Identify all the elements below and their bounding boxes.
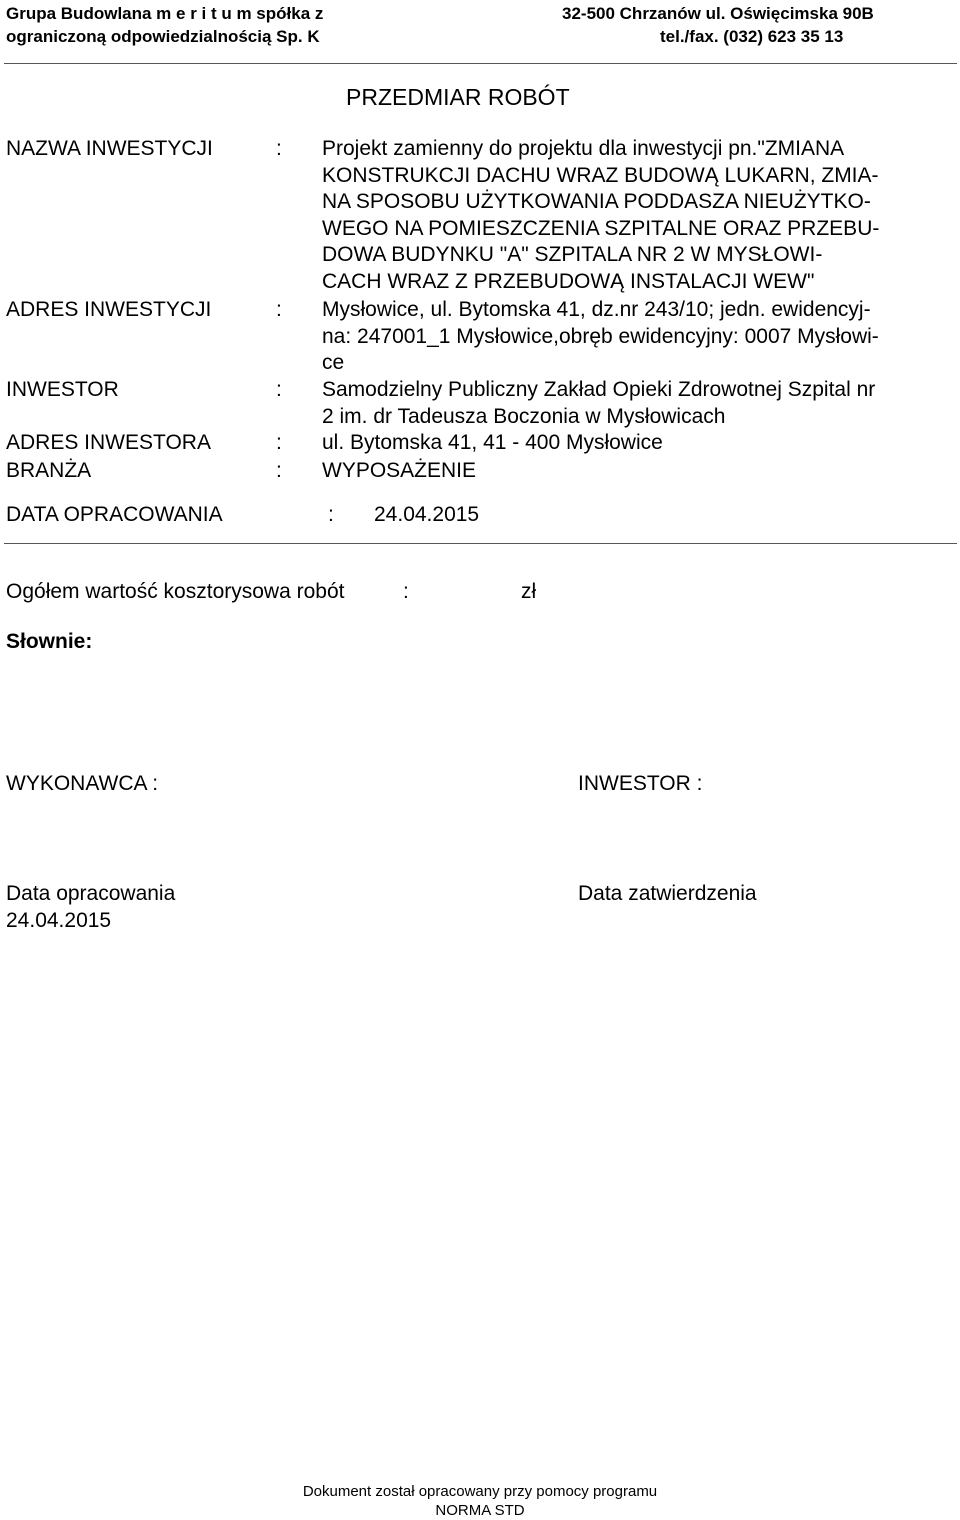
adres-inwestora-separator: : [276, 431, 282, 454]
data-opracowania-separator: : [328, 503, 334, 526]
branza-separator: : [276, 459, 282, 482]
total-value-separator: : [403, 580, 409, 603]
footer-line2: NORMA STD [435, 1502, 525, 1519]
company-name-line2: ograniczoną odpowiedzialnością Sp. K [6, 27, 320, 46]
nazwa-inwestycji-label: NAZWA INWESTYCJI [6, 137, 213, 160]
adres-inwestycji-separator: : [276, 298, 282, 321]
nazwa-line: KONSTRUKCJI DACHU WRAZ BUDOWĄ LUKARN, ZMIA- [322, 163, 879, 187]
inwestor-label: INWESTOR [6, 378, 119, 401]
adres-inwestycji-line: ce [322, 351, 345, 374]
nazwa-line: CACH WRAZ Z PRZEBUDOWĄ INSTALACJI WEW" [322, 269, 815, 293]
adres-inwestora-value: ul. Bytomska 41, 41 - 400 Mysłowice [322, 431, 663, 454]
footer-line1: Dokument został opracowany przy pomocy programu [302, 1483, 658, 1500]
nazwa-inwestycji-value [322, 136, 952, 295]
document-title: PRZEDMIAR ROBÓT [346, 84, 570, 110]
inwestor-line: Samodzielny Publiczny Zakład Opieki Zdrowotnej Szpital nr [322, 378, 876, 401]
nazwa-line: Projekt zamienny do projektu dla inwestycji pn."ZMIANA [322, 137, 845, 160]
inwestor-line: 2 im. dr Tadeusza Boczonia w Mysłowicach [322, 404, 726, 428]
adres-inwestycji-line: na: 247001_1 Mysłowice,obręb ewidencyjny: 0007 Mysłowi- [322, 324, 879, 348]
inwestor-value [322, 377, 952, 430]
total-value-label: Ogółem wartość kosztorysowa robót [6, 580, 345, 603]
header-divider [4, 63, 957, 64]
data-opracowania-signature-label: Data opracowania [6, 882, 176, 905]
total-value-currency: zł [521, 580, 537, 603]
data-opracowania-signature-value: 24.04.2015 [6, 909, 112, 932]
company-phone: tel./fax. (032) 623 35 13 [660, 27, 844, 46]
branza-value: WYPOSAŻENIE [322, 459, 477, 482]
inwestor-signature-label: INWESTOR : [578, 772, 703, 795]
nazwa-line: WEGO NA POMIESZCZENIA SZPITALNE ORAZ PRZEBU- [322, 216, 880, 240]
adres-inwestycji-line: Mysłowice, ul. Bytomska 41, dz.nr 243/10; jedn. ewidencyj- [322, 298, 871, 321]
wykonawca-label: WYKONAWCA : [6, 772, 159, 795]
nazwa-line: DOWA BUDYNKU "A" SZPITALA NR 2 W MYSŁOWI- [322, 243, 823, 266]
company-address: 32-500 Chrzanów ul. Oświęcimska 90B [562, 4, 874, 23]
adres-inwestora-label: ADRES INWESTORA [6, 431, 211, 454]
adres-inwestycji-value [322, 297, 952, 377]
nazwa-inwestycji-separator: : [276, 137, 282, 160]
data-zatwierdzenia-label: Data zatwierdzenia [578, 882, 757, 905]
branza-label: BRANŻA [6, 459, 92, 482]
data-opracowania-value: 24.04.2015 [374, 503, 480, 526]
company-name-line1: Grupa Budowlana m e r i t u m spółka z [6, 4, 324, 23]
slownie-label: Słownie: [6, 630, 93, 653]
section-divider [4, 543, 957, 544]
adres-inwestycji-label: ADRES INWESTYCJI [6, 298, 212, 321]
inwestor-separator: : [276, 378, 282, 401]
nazwa-line: NA SPOSOBU UŻYTKOWANIA PODDASZA NIEUŻYTKO- [322, 190, 871, 213]
data-opracowania-label: DATA OPRACOWANIA [6, 503, 223, 526]
